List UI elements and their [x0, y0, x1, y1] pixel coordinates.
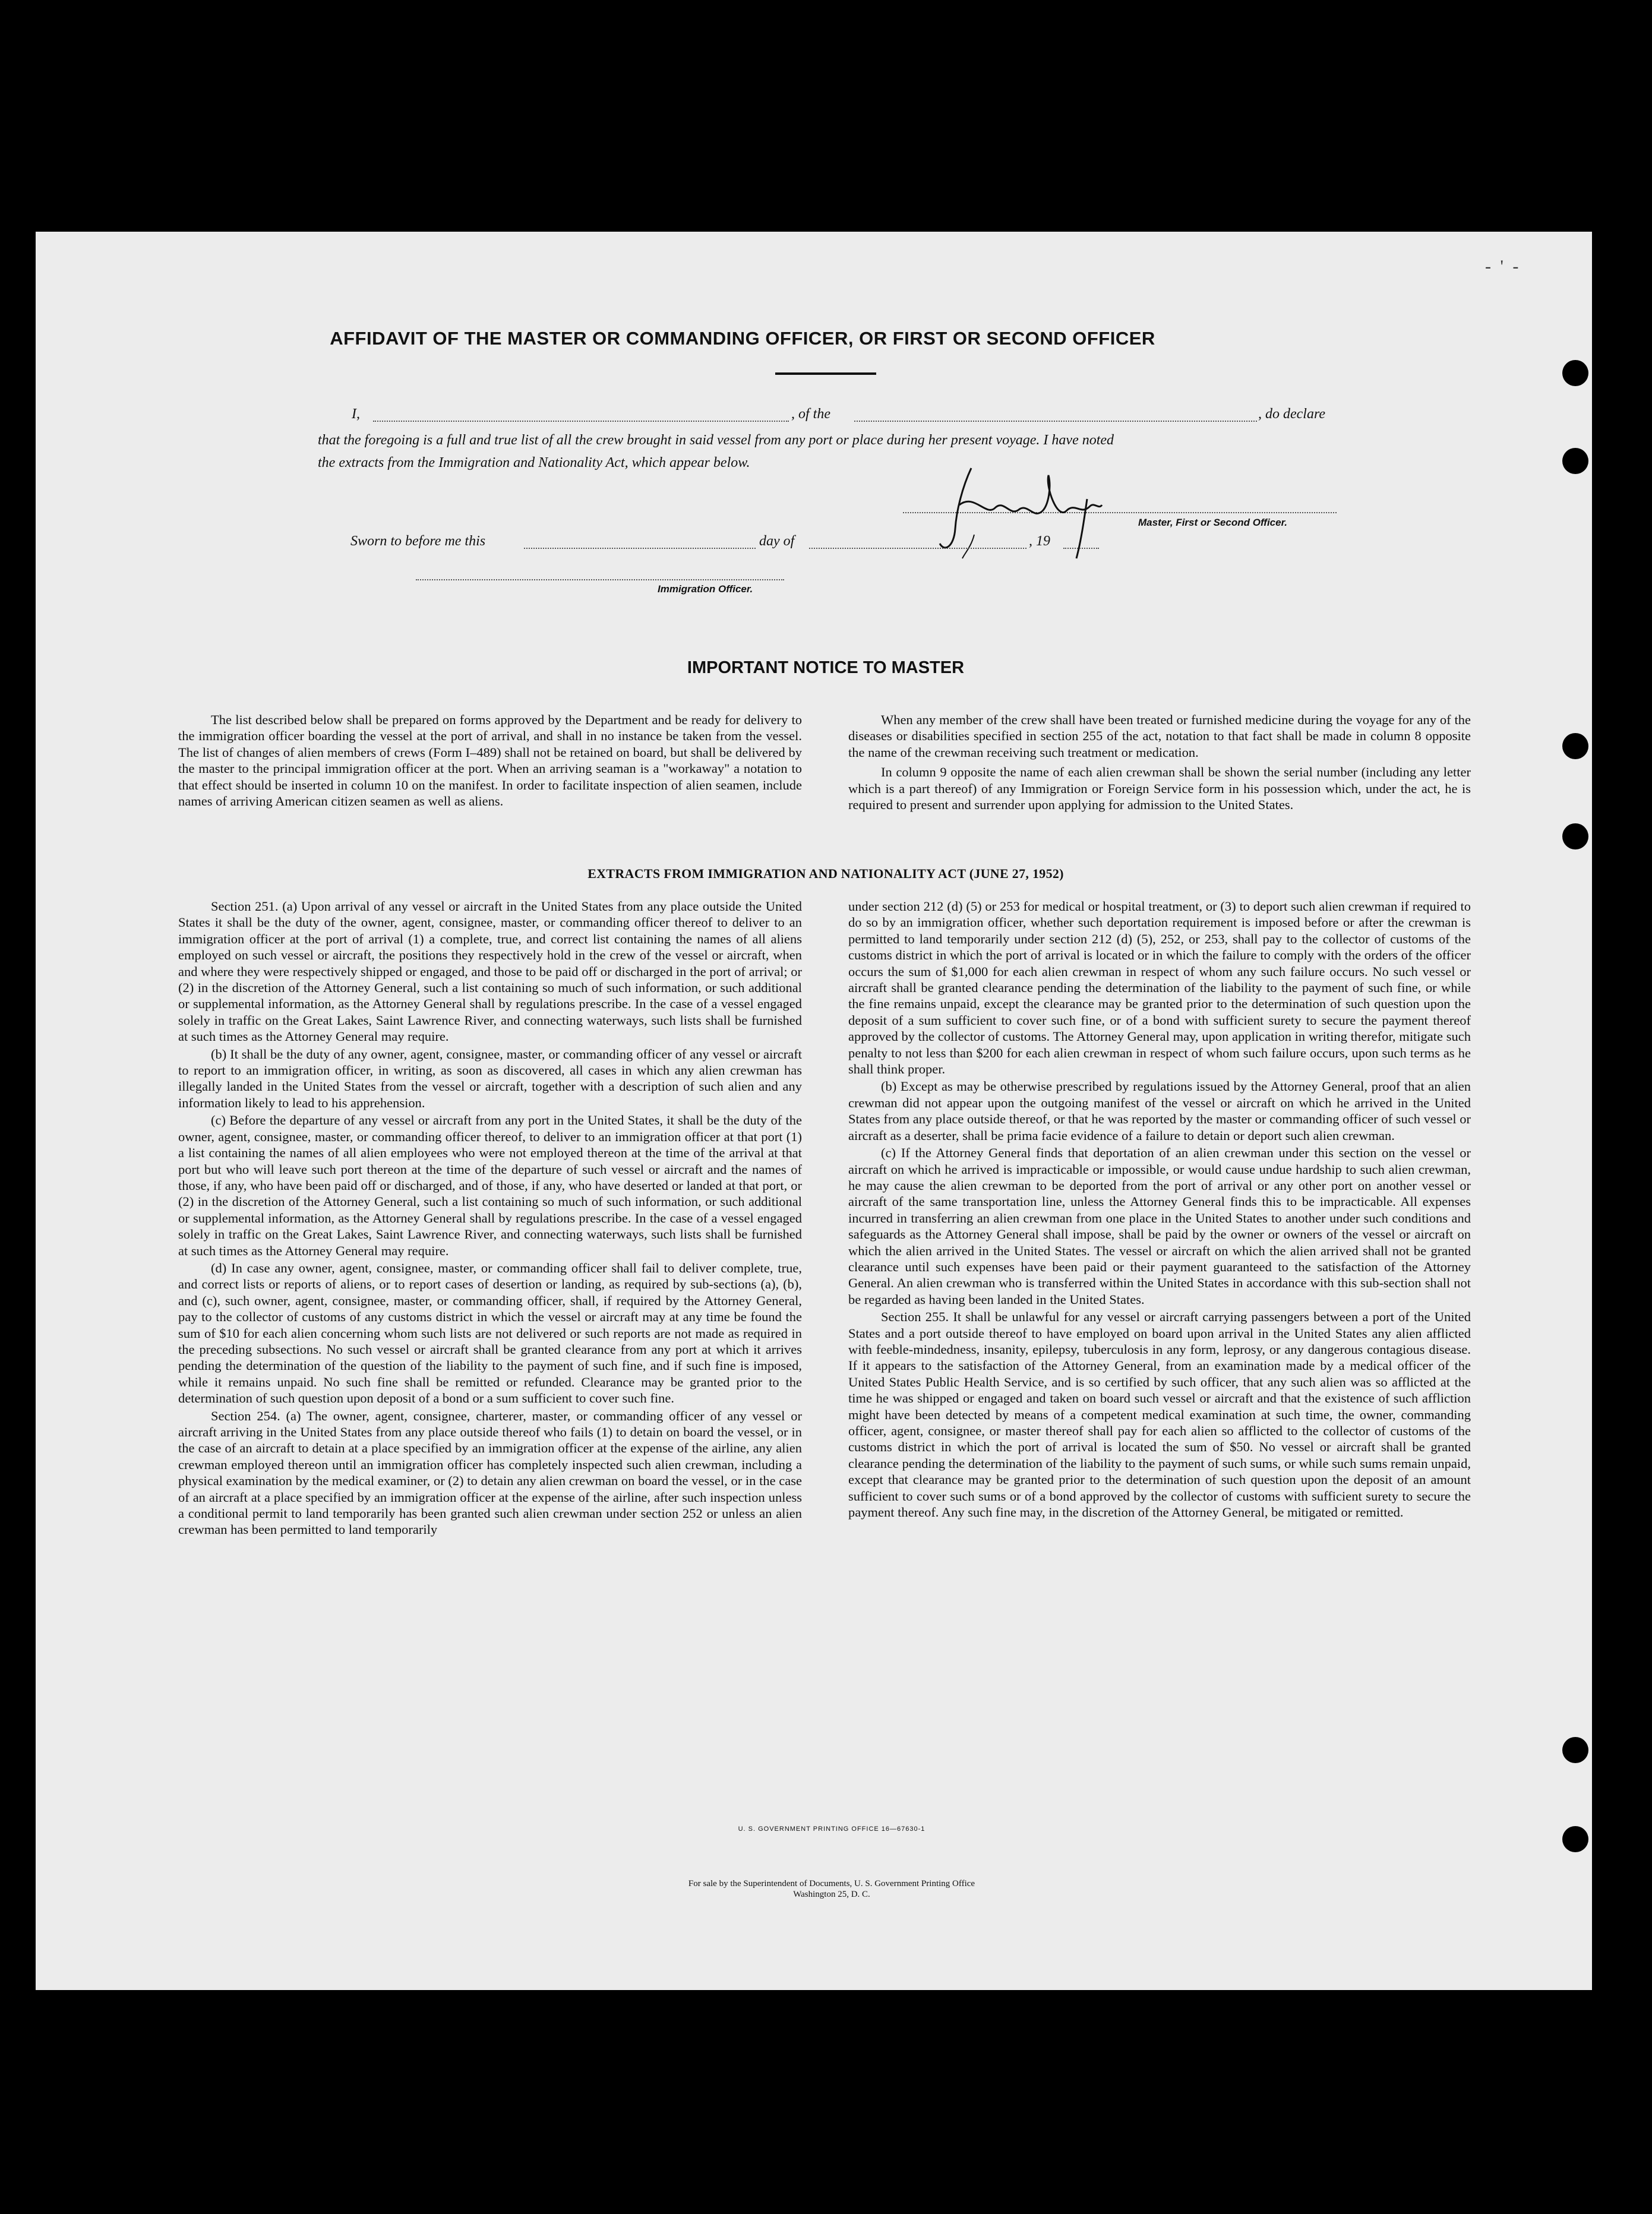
notice-title: IMPORTANT NOTICE TO MASTER: [687, 658, 965, 677]
printing-office-imprint: U. S. GOVERNMENT PRINTING OFFICE 16—67630-1: [738, 1825, 926, 1833]
punch-hole: [1562, 1826, 1588, 1852]
statute-paragraph: Section 255. It shall be unlawful for any vessel or aircraft carrying passengers between a port of the United States and a port outside thereof to have employed on board upon arrival in the United States any alien afflicted with feeble-mindedness, insanity, epilepsy, tuberculosis in any form, leprosy, or any dangerous contagious disease. If it appears to the satisfaction of the Attorney General, from an examination made by a medical officer of the United States Public Health Service, and is so certified by such officer, that any such alien was so afflicted at the time he was shipped or engaged and taken on board such vessel or aircraft and that the existence of such affliction might have been detected by means of a competent medical examination at such time, the owner, commanding officer, agent, consignee, or master thereof shall pay for each alien so afflicted to the collector of customs of the customs district in which the port of arrival is located the sum of $50. No vessel or aircraft shall be granted clearance pending the determination of the liability to the payment of such sums, or while such sums remain unpaid, except that clearance may be granted prior to the determination of such question upon the deposit of an amount sufficient to cover such sums or of a bond approved by the collector of customs with sufficient surety to secure the payment thereof. Any such fine may, in the discretion of the Attorney General, be mitigated or remitted.: [848, 1309, 1471, 1520]
sale-notice-line: Washington 25, D. C.: [793, 1890, 870, 1899]
extracts-title: EXTRACTS FROM IMMIGRATION AND NATIONALITY ACT (JUNE 27, 1952): [587, 866, 1064, 881]
punch-hole: [1562, 360, 1588, 386]
notice-right-column: [848, 712, 1471, 814]
extracts-right-column: [848, 898, 1471, 1521]
punch-hole: [1562, 823, 1588, 849]
notice-paragraph: In column 9 opposite the name of each alien crewman shall be shown the serial number (including any letter which is a part thereof) of any Immigration or Foreign Service form in his possession which, under the act, he is required to present and surrender upon applying for admission to the United States.: [848, 765, 1471, 813]
sworn-day-field[interactable]: [524, 548, 756, 549]
extracts-left-column: [178, 898, 802, 1539]
sworn-year-field[interactable]: [1063, 548, 1099, 549]
affidavit-of-the-label: , of the: [791, 406, 830, 422]
affidavit-title: AFFIDAVIT OF THE MASTER OR COMMANDING OFFICER, OR FIRST OR SECOND OFFICER: [330, 328, 1155, 349]
affidavit-statement-line: the extracts from the Immigration and Nationality Act, which appear below.: [318, 455, 750, 470]
name-field[interactable]: [373, 421, 789, 422]
day-of-label: day of: [759, 533, 795, 549]
notice-paragraph: When any member of the crew shall have been treated or furnished medicine during the voyage for any of the diseases or disabilities specified in section 255 of the act, notation to that fact shall be made in column 8 opposite the name of the crewman receiving such treatment or medication.: [848, 712, 1471, 760]
immigration-officer-signature-field[interactable]: [416, 579, 784, 580]
title-divider: [775, 372, 876, 375]
statute-paragraph: (d) In case any owner, agent, consignee, master, or commanding officer shall fail to deliver complete, true, and correct lists or reports of aliens, or to report cases of desertion or landing, as required by sub-sections (a), (b), and (c), such owner, agent, consignee, master, or commanding officer, shall, if required by the Attorney General, pay to the collector of customs of any customs district in which the vessel or aircraft may at any time be found the sum of $10 for each alien concerning whom such lists are not delivered or such reports are not made as required in the preceding subsections. No such vessel or aircraft shall be granted clearance from any port at which it arrives pending the determination of the question of the liability to the payment of such fine, and if such fine is imposed, while it remains unpaid. No such fine shall be remitted or refunded. Clearance may be granted prior to the determination of such question upon deposit of a bond or a sum sufficient to cover such fine.: [178, 1260, 802, 1406]
sale-notice-line: For sale by the Superintendent of Documents, U. S. Government Printing Office: [688, 1879, 975, 1888]
master-signature: [939, 463, 1105, 564]
statute-paragraph: Section 251. (a) Upon arrival of any vessel or aircraft in the United States from any place outside the United States it shall be the duty of the owner, agent, consignee, master, or commanding officer thereof to deliver to an immigration officer at the port of arrival (1) a complete, true, and correct list containing the names of all aliens employed on such vessel or aircraft, the positions they respectively hold in the crew of the vessel or aircraft, when and where they were respectively shipped or engaged, and those to be paid off or discharged in the port of arrival; or (2) in the discretion of the Attorney General, such a list containing so much of such information, or such additional or supplemental information, as the Attorney General shall by regulations prescribe. In the case of a vessel engaged solely in traffic on the Great Lakes, Saint Lawrence River, and connecting waterways, such lists shall be furnished at such times as the Attorney General may require.: [178, 899, 802, 1044]
vessel-field[interactable]: [854, 421, 1257, 422]
punch-hole: [1562, 448, 1588, 474]
notice-paragraph: The list described below shall be prepared on forms approved by the Department and be ready for delivery to the immigration officer boarding the vessel at the port of arrival, and shall in no instance be taken from the vessel. The list of changes of alien members of crews (Form I–489) shall not be retained on board, but shall be delivered by the master to the principal immigration officer at the port. When an arriving seaman is a "workaway" a notation to that effect should be inserted in column 10 on the manifest. In order to facilitate inspection of alien seamen, include names of arriving American citizen seamen as well as aliens.: [178, 712, 802, 809]
statute-paragraph: (c) If the Attorney General finds that deportation of an alien crewman under this section on the vessel or aircraft on which he arrived is impracticable or impossible, or would cause undue hardship to such alien crewman, he may cause the alien crewman to be deported from the port of arrival or any other port on another vessel or aircraft of the same transportation line, unless the Attorney General finds this to be impracticable. All expenses incurred in transferring an alien crewman from one place in the United States to another under such conditions and safeguards as the Attorney General shall impose, shall be paid by the owner or owners of the vessel or aircraft on which the alien arrived in the United States. The vessel or aircraft on which the alien arrived shall not be granted clearance until such expenses have been paid or their payment guaranteed to the satisfaction of the Attorney General. An alien crewman who is transferred within the United States in accordance with this sub-section shall not be regarded as having been landed in the United States.: [848, 1145, 1471, 1307]
statute-paragraph: (c) Before the departure of any vessel or aircraft from any port in the United States, it shall be the duty of the owner, agent, consignee, master, or commanding officer thereof, to deliver to an immigration officer at that port (1) a list containing the names of all alien employees who were not employed thereon at the time of the arrival at that port but who will leave such port thereon at the time of the departure of such vessel or aircraft and the names of those, if any, who have been paid off or discharged, and of those, if any, who have deserted or landed at that port, or (2) in the discretion of the Attorney General, such a list containing so much of such information, or such additional or supplemental information, as the Attorney General shall by regulations prescribe. In the case of a vessel engaged solely in traffic on the Great Lakes, Saint Lawrence River, and connecting waterways, such lists shall be furnished at such times as the Attorney General may require.: [178, 1113, 802, 1258]
scan-marks: - ' -: [1485, 257, 1521, 276]
punch-hole: [1562, 733, 1588, 759]
statute-paragraph: (b) It shall be the duty of any owner, agent, consignee, master, or commanding officer of any vessel or aircraft to report to an immigration officer, in writing, as soon as discovered, all cases in which any alien crewman has illegally landed in the United States from the vessel or aircraft, together with a description of such alien and any information likely to lead to his apprehension.: [178, 1046, 802, 1110]
affidavit-declare-label: , do declare: [1258, 406, 1326, 422]
sale-notice: [505, 1878, 1158, 1900]
affidavit-statement-line: that the foregoing is a full and true list of all the crew brought in said vessel from any port or place during her present voyage. I have noted: [318, 432, 1114, 448]
statute-paragraph: Section 254. (a) The owner, agent, consignee, charterer, master, or commanding officer of any vessel or aircraft arriving in the United States from any place outside thereof who fails (1) to detain on board the vessel, or in the case of an aircraft to detain at a place specified by an immigration officer at the expense of the airline, any alien crewman employed thereon until an immigration officer has completely inspected such alien crewman, including a physical examination by the medical examiner, or (2) to detain any alien crewman on board the vessel, or in the case of an aircraft at a place specified by an immigration officer at the expense of the airline, after such inspection unless a conditional permit to land temporarily has been granted such alien crewman under section 252 or unless an alien crewman has been permitted to land temporarily: [178, 1408, 802, 1537]
sworn-month-field[interactable]: [809, 548, 1026, 549]
statute-paragraph: under section 212 (d) (5) or 253 for medical or hospital treatment, or (3) to deport such alien crewman if required to do so by an immigration officer, whether such deportation requirement is imposed before or after the crewman is permitted to land temporarily under section 212 (d) (5), 252, or 253, shall pay to the collector of customs of the customs district in which the port of arrival is located or in which the failure to comply with the orders of the officer occurs the sum of $1,000 for each alien crewman in respect of whom any such failure occurs. No such vessel or aircraft shall be granted clearance pending the determination of the liability to the payment of such fine, or while the fine remains unpaid, except the clearance may be granted prior to the determination of such question upon the deposit of a sum sufficient to cover such fine, or of a bond with sufficient surety to secure the payment thereof approved by the collector of customs. The Attorney General may, upon application in writing therefor, mitigate such penalty to not less than $200 for each alien crewman in respect of whom such failure occurs, upon such terms as he shall think proper.: [848, 899, 1471, 1077]
notice-left-column: [178, 712, 802, 810]
immigration-officer-caption: Immigration Officer.: [658, 583, 753, 595]
punch-hole: [1562, 1737, 1588, 1763]
sworn-label: Sworn to before me this: [350, 533, 486, 549]
affidavit-i-label: I,: [352, 406, 360, 422]
statute-paragraph: (b) Except as may be otherwise prescribed by regulations issued by the Attorney General, proof that an alien crewman did not appear upon the outgoing manifest of the vessel or aircraft on which he arrived in the United States from any place outside thereof, or that he was reported by the master or commanding officer of such vessel or aircraft as a deserter, shall be prima facie evidence of a failure to detain or deport such alien crewman.: [848, 1079, 1471, 1143]
master-caption: Master, First or Second Officer.: [1138, 517, 1287, 528]
year-label: , 19: [1029, 533, 1050, 549]
